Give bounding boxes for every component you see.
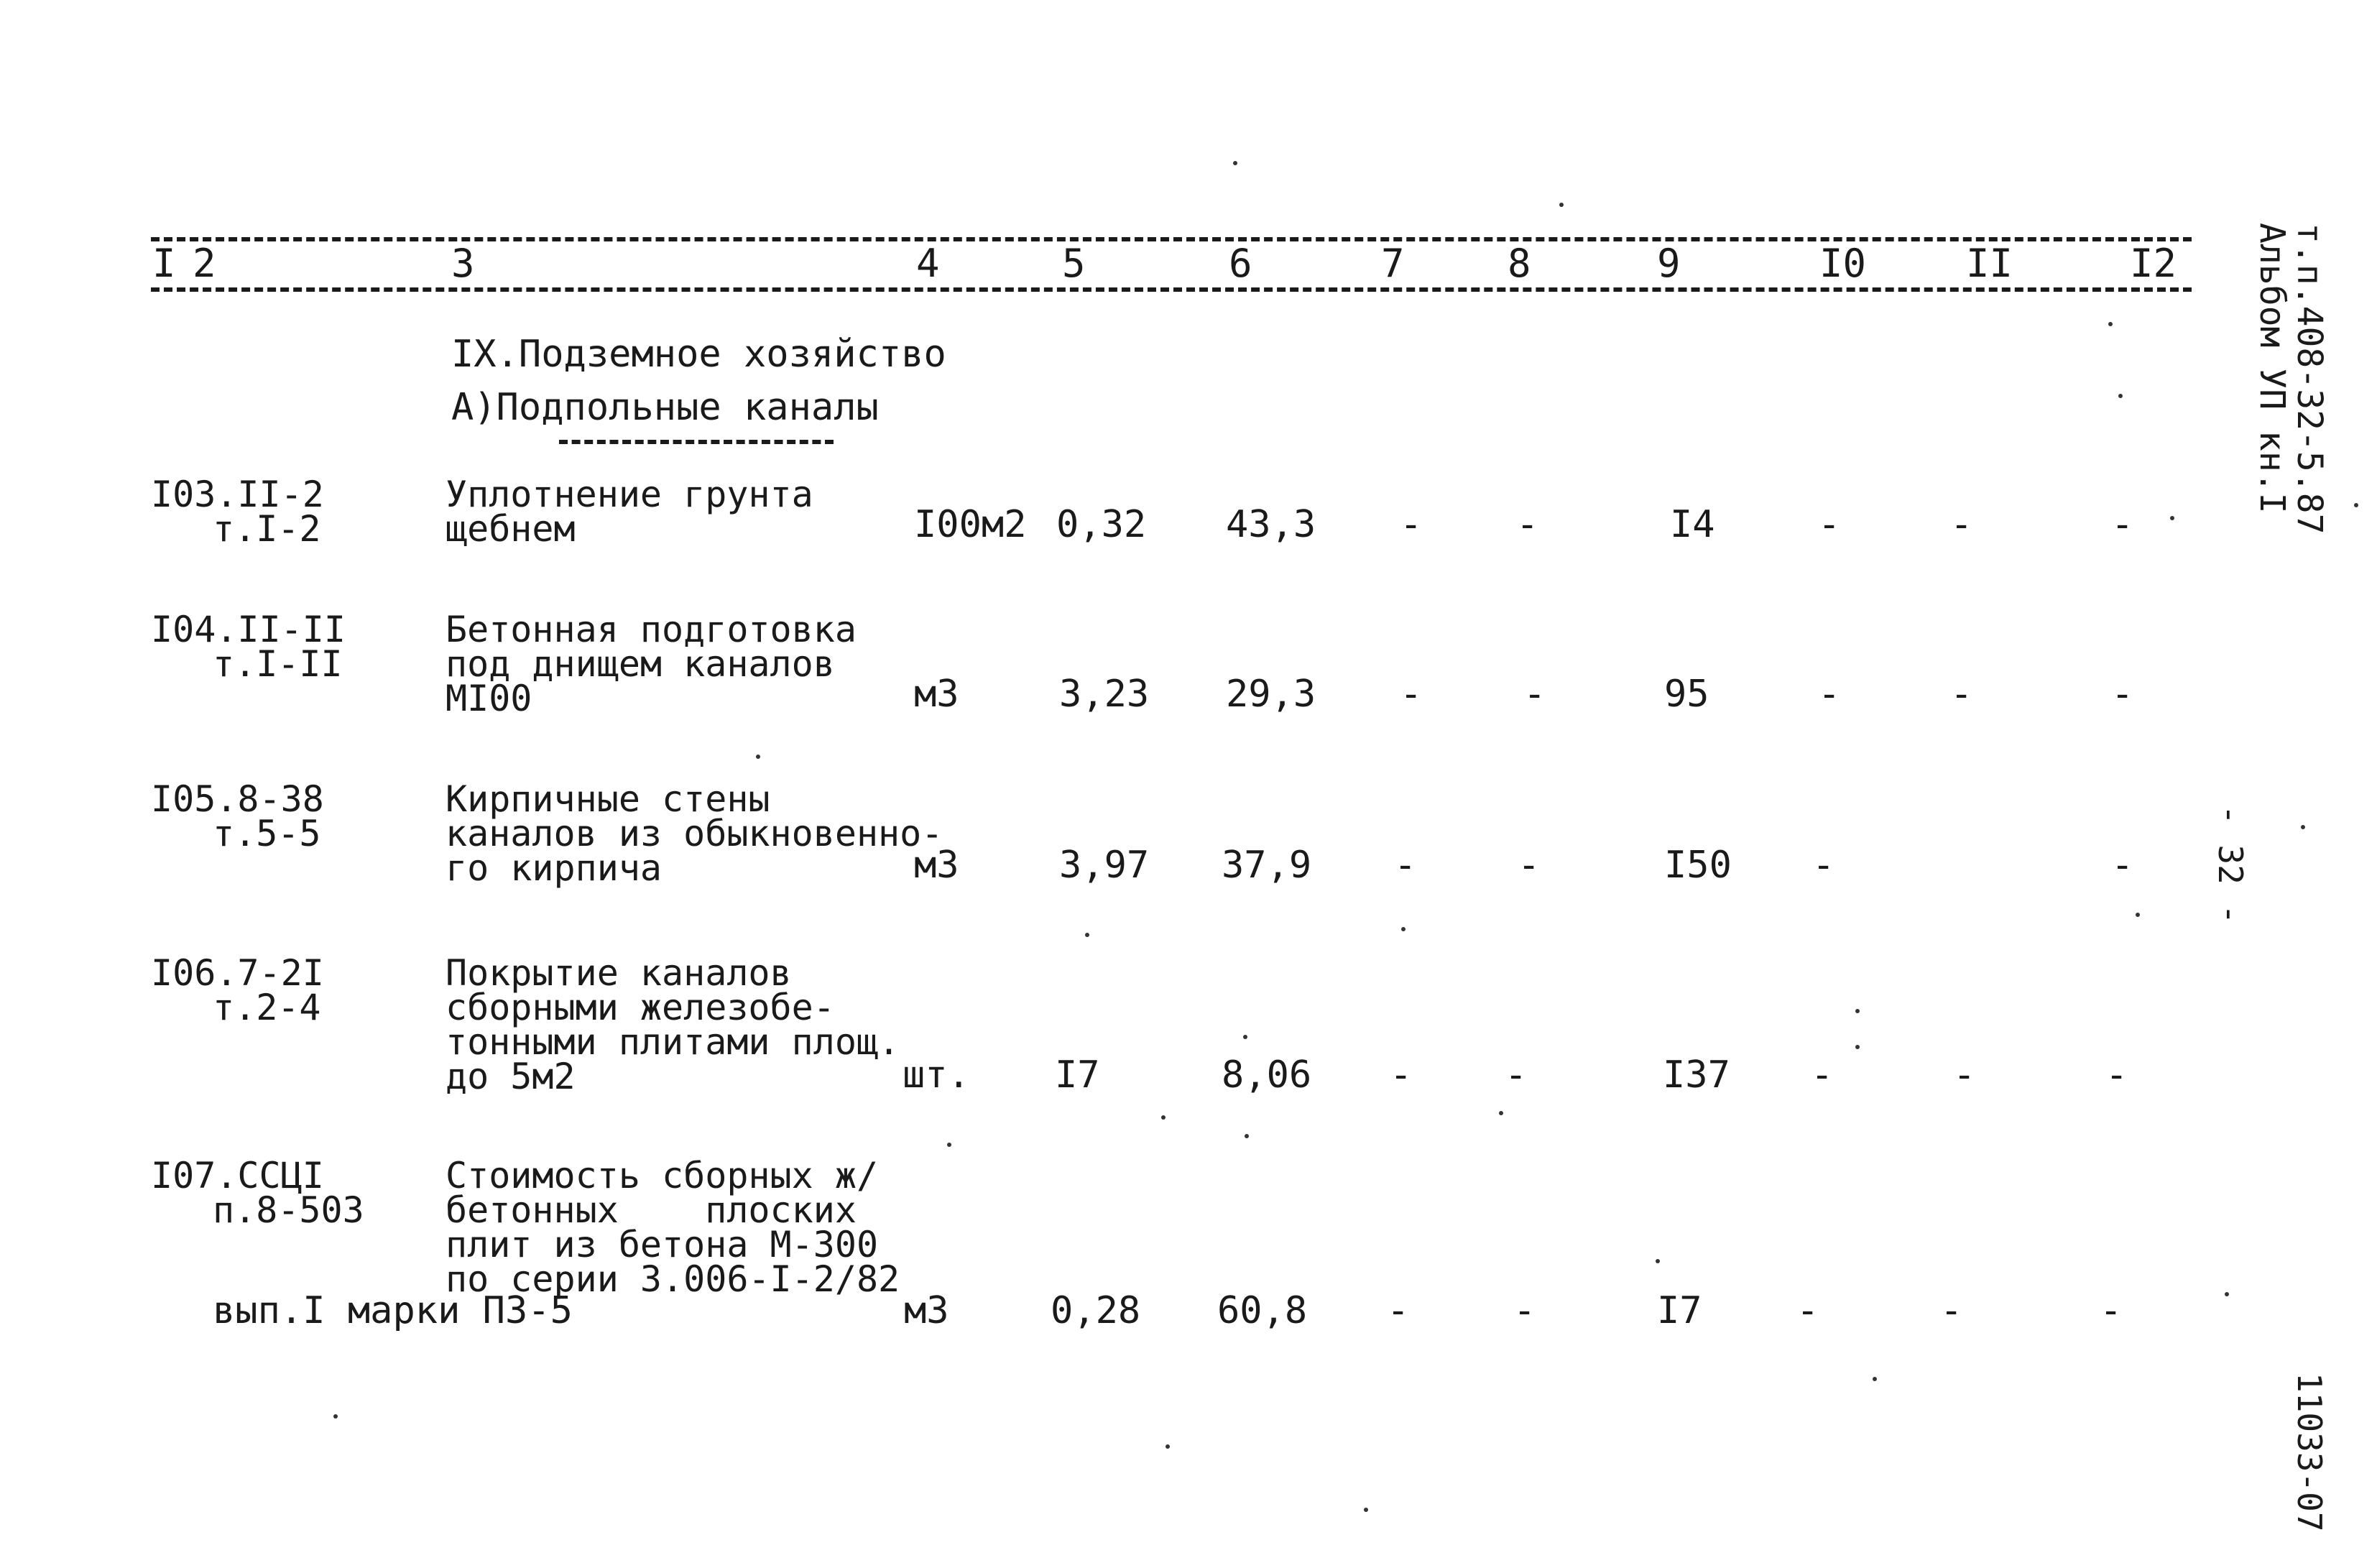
- row-3-desc-line-3: го кирпича: [446, 847, 663, 889]
- row-3-code-line-2: т.5-5: [213, 813, 321, 854]
- col-header-8: 8: [1508, 241, 1531, 286]
- col-header-1: I: [152, 241, 176, 286]
- col-header-4: 4: [916, 241, 940, 286]
- scan-speck: [2354, 503, 2358, 507]
- col-header-2: 2: [193, 241, 216, 286]
- row-1-col11: -: [1950, 503, 1973, 546]
- row-5-desc-line-3: плит из бетона М-300: [446, 1224, 879, 1265]
- scan-speck: [2136, 913, 2140, 917]
- row-1-desc-line-2: щебнем: [446, 508, 576, 550]
- row-3-code: [151, 778, 324, 854]
- row-1-col5: 0,32: [1056, 503, 1147, 546]
- row-1-col7: -: [1400, 503, 1423, 546]
- row-1-col9: I4: [1670, 503, 1715, 546]
- row-2-col11: -: [1950, 673, 1973, 716]
- row-4-col8: -: [1505, 1053, 1528, 1097]
- col-header-5: 5: [1062, 241, 1086, 286]
- row-3-col7: -: [1394, 844, 1417, 887]
- row-1-code: [151, 474, 324, 550]
- row-4-col9: I37: [1663, 1053, 1730, 1097]
- col-header-9: 9: [1657, 241, 1681, 286]
- scan-speck: [1855, 1045, 1860, 1049]
- col-header-7: 7: [1381, 241, 1405, 286]
- scan-speck: [1499, 1111, 1503, 1115]
- row-2-col5: 3,23: [1059, 673, 1150, 716]
- col-header-10: I0: [1819, 241, 1867, 286]
- row-5-col9: I7: [1657, 1289, 1702, 1332]
- row-2-description: [446, 609, 857, 719]
- row-5-col7: -: [1387, 1289, 1410, 1332]
- row-2-col12: -: [2111, 673, 2134, 716]
- page-number: - 32 -: [2211, 805, 2250, 925]
- row-2-col6: 29,3: [1226, 673, 1316, 716]
- row-5-col8: -: [1513, 1289, 1536, 1332]
- row-2-code-line-1: I04.II-II: [151, 609, 346, 650]
- row-3-col6: 37,9: [1222, 844, 1312, 887]
- row-3-col12: -: [2111, 844, 2134, 887]
- scan-speck: [1855, 1009, 1860, 1013]
- row-3-desc-line-1: Кирпичные стены: [446, 778, 770, 820]
- scan-speck: [1233, 161, 1237, 165]
- scan-speck: [1656, 1259, 1660, 1263]
- row-3-description: [446, 778, 943, 889]
- scan-speck: [1243, 1035, 1247, 1039]
- row-1-col6: 43,3: [1226, 503, 1316, 546]
- scan-speck: [756, 755, 760, 759]
- row-5-code: [151, 1155, 364, 1231]
- scan-speck: [1401, 927, 1406, 931]
- row-5-desc-line-4: по серии 3.006-I-2/82: [446, 1258, 900, 1300]
- row-5-description: [446, 1155, 900, 1300]
- row-4-col7: -: [1390, 1053, 1413, 1097]
- row-1-col10: -: [1818, 503, 1841, 546]
- row-1-unit: I00м2: [914, 503, 1027, 546]
- col-header-3: 3: [451, 241, 475, 286]
- row-4-col6: 8,06: [1222, 1053, 1312, 1097]
- row-2-desc-line-3: МI00: [446, 678, 532, 719]
- row-1-description: [446, 474, 813, 550]
- subtitle-underline: [559, 440, 834, 444]
- row-4-code-line-1: I06.7-2I: [151, 952, 324, 994]
- row-2-col9: 95: [1664, 673, 1709, 716]
- row-4-col5: I7: [1055, 1053, 1100, 1097]
- row-5-desc-line-1: Стоимость сборных ж/: [446, 1155, 879, 1196]
- row-1-col12: -: [2111, 503, 2134, 546]
- row-5-col5: 0,28: [1051, 1289, 1141, 1332]
- row-5-code-line-2: п.8-503: [213, 1189, 364, 1231]
- row-5-desc-line-2: бетонных плоских: [446, 1189, 857, 1231]
- row-1-desc-line-1: Уплотнение грунта: [446, 474, 813, 515]
- row-5-col12: -: [2100, 1289, 2123, 1332]
- row-4-code: [151, 952, 324, 1028]
- row-3-unit: м3: [914, 844, 959, 887]
- scan-speck: [2108, 322, 2113, 326]
- scan-speck: [333, 1414, 338, 1419]
- row-2-desc-line-1: Бетонная подготовка: [446, 609, 857, 650]
- row-4-code-line-2: т.2-4: [213, 987, 321, 1028]
- row-5-col6: 60,8: [1217, 1289, 1308, 1332]
- row-4-desc-line-2: сборными железобе-: [446, 987, 835, 1028]
- section-title: IX.Подземное хозяйство: [451, 333, 946, 376]
- scan-speck: [1364, 1508, 1368, 1512]
- scan-speck: [2170, 516, 2174, 520]
- inventory-number: 11033-07: [2290, 1373, 2329, 1532]
- row-1-col8: -: [1516, 503, 1539, 546]
- row-5-unit: м3: [904, 1289, 949, 1332]
- row-3-code-line-1: I05.8-38: [151, 778, 324, 820]
- row-2-col10: -: [1818, 673, 1841, 716]
- scan-speck: [2301, 825, 2305, 829]
- row-4-desc-line-1: Покрытие каналов: [446, 952, 792, 994]
- scan-speck: [947, 1143, 951, 1147]
- col-header-11: II: [1966, 241, 2013, 286]
- row-1-code-line-1: I03.II-2: [151, 474, 324, 515]
- row-5-code-extra: вып.I марки ПЗ-5: [213, 1289, 573, 1332]
- scan-speck: [1161, 1115, 1166, 1120]
- col-header-6: 6: [1229, 241, 1252, 286]
- row-4-col12: -: [2105, 1053, 2128, 1097]
- scan-speck: [2118, 394, 2123, 398]
- row-5-code-line-1: I07.ССЦI: [151, 1155, 324, 1196]
- row-3-desc-line-2: каналов из обыкновенно-: [446, 813, 943, 854]
- row-1-code-line-2: т.I-2: [213, 508, 321, 550]
- row-2-code: [151, 609, 346, 685]
- row-2-code-line-2: т.I-II: [213, 643, 343, 685]
- scan-speck: [1873, 1377, 1877, 1381]
- row-4-col11: -: [1953, 1053, 1976, 1097]
- row-4-description: [446, 952, 900, 1097]
- row-4-unit: шт.: [903, 1053, 970, 1097]
- row-3-col9: I50: [1664, 844, 1732, 887]
- row-5-col10: -: [1796, 1289, 1819, 1332]
- row-4-col10: -: [1811, 1053, 1834, 1097]
- row-2-col8: -: [1523, 673, 1546, 716]
- row-4-desc-line-3: тонными плитами площ.: [446, 1021, 900, 1063]
- scan-speck: [1085, 933, 1089, 937]
- scan-speck: [1559, 203, 1564, 207]
- row-3-col8: -: [1518, 844, 1541, 887]
- scan-speck: [2225, 1292, 2229, 1296]
- album-reference-line-1: т.п.408-32-5.87: [2289, 223, 2330, 535]
- row-4-desc-line-4: до 5м2: [446, 1056, 576, 1097]
- row-2-unit: м3: [914, 673, 959, 716]
- album-reference: [2253, 223, 2328, 534]
- col-header-12: I2: [2130, 241, 2177, 286]
- row-3-col5: 3,97: [1059, 844, 1150, 887]
- row-2-col7: -: [1400, 673, 1423, 716]
- section-subtitle: А)Подпольные каналы: [451, 386, 879, 429]
- row-3-col10: -: [1812, 844, 1835, 887]
- row-5-col11: -: [1940, 1289, 1963, 1332]
- header-bottom-rule: [151, 287, 2192, 292]
- album-reference-line-2: Альбом УП кн.I: [2252, 223, 2292, 514]
- row-2-desc-line-2: под днищем каналов: [446, 643, 835, 685]
- scan-speck: [1166, 1444, 1170, 1449]
- scan-speck: [1245, 1134, 1249, 1138]
